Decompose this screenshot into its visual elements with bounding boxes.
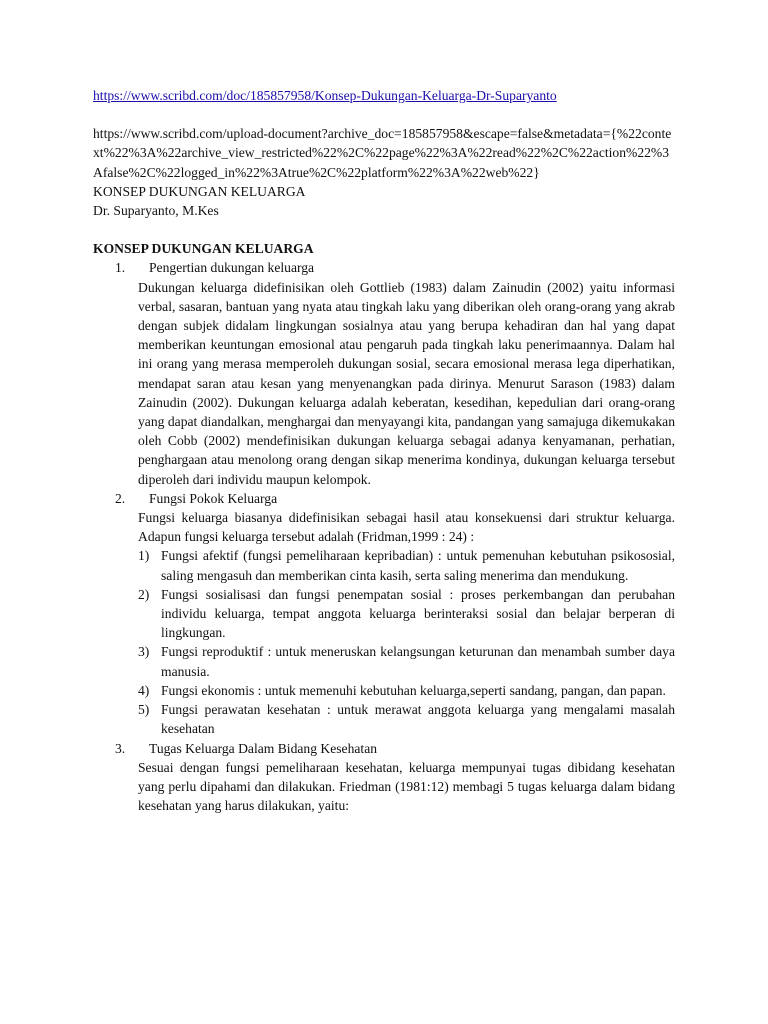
spacer xyxy=(93,105,675,124)
spacer xyxy=(93,220,675,239)
document-content xyxy=(93,86,675,815)
section-3-paragraph: Sesuai dengan fungsi pemeliharaan kesehatan, keluarga mempunyai tugas dibidang kesehatan yang perlu dipahami dan dilakukan. Friedman (1981:12) membagi 5 tugas keluarga dalam bidang kesehatan yang harus dilakukan, yaitu: xyxy=(138,759,675,814)
list-item xyxy=(138,642,675,680)
list-item xyxy=(138,585,675,643)
document-author: Dr. Suparyanto, M.Kes xyxy=(93,203,219,219)
list-item-text: Fungsi sosialisasi dan fungsi penempatan sosial : proses perkembangan dan perubahan individu keluarga, tempat anggota keluarga berinteraksi sosial dan belajar berperan di lingkungan. xyxy=(161,586,675,641)
list-item-number: 4) xyxy=(138,682,150,698)
section-1-paragraph: Dukungan keluarga didefinisikan oleh Gottlieb (1983) dalam Zainudin (2002) yaitu informasi verbal, sasaran, bantuan yang nyata atau tingkah laku yang diberikan oleh orang-orang yang akrab dengan subjek didalam lingkungan sosialnya atau yang berupa kehadiran dan hal yang dapat memberikan keuntungan emosional atau pengaruh pada tingkah laku penerimaannya. Dalam hal ini orang yang merasa memperoleh dukungan sosial, secara emosional merasa lega diperhatikan, mendapat saran atau kesan yang menyenangkan pada dirinya. Menurut Sarason (1983) dalam Zainudin (2002). Dukungan keluarga adalah keberatan, kesedihan, kepedulian dari orang-orang yang dapat diandalkan, menghargai dan menyayangi kita, pandangan yang samajuga dikemukakan oleh Cobb (2002) mendefinisikan dukungan keluarga sebagai adanya kenyamanan, perhatian, penghargaan atau menolong orang dengan sikap menerima kondinya, dukungan keluarga tersebut diperoleh dari individu maupun kelompok. xyxy=(138,279,675,487)
section-number: 1. xyxy=(115,260,126,276)
list-item-text: Fungsi reproduktif : untuk meneruskan kelangsungan keturunan dan menambah sumber daya manusia. xyxy=(161,644,675,679)
section-1-heading xyxy=(93,258,675,277)
section-2-heading xyxy=(93,489,675,508)
section-heading: KONSEP DUKUNGAN KELUARGA xyxy=(93,241,314,257)
list-item-number: 2) xyxy=(138,586,150,602)
list-item xyxy=(138,681,675,700)
section-title: Pengertian dukungan keluarga xyxy=(149,260,315,276)
upload-url-text: https://www.scribd.com/upload-document?archive_doc=185857958&escape=false&metadata={%22context%22%3A%22archive_view_restricted%22%2C%22page%22%3A%22read%22%2C%22action%22%3Afalse%2C%22logged_in%22%3Atrue%2C%22platform%22%3A%22web%22} xyxy=(93,126,672,180)
list-item-text: Fungsi perawatan kesehatan : untuk merawat anggota keluarga yang mengalami masalah kesehatan xyxy=(161,702,675,737)
fungsi-list xyxy=(138,546,675,738)
list-item-number: 3) xyxy=(138,644,150,660)
section-number: 2. xyxy=(115,490,126,506)
list-item xyxy=(138,546,675,584)
list-item xyxy=(138,700,675,738)
section-title: Tugas Keluarga Dalam Bidang Kesehatan xyxy=(149,740,378,756)
section-title: Fungsi Pokok Keluarga xyxy=(149,490,278,506)
scribd-doc-line xyxy=(93,86,675,105)
section-3-heading xyxy=(93,739,675,758)
section-number: 3. xyxy=(115,740,126,756)
list-item-text: Fungsi ekonomis : untuk memenuhi kebutuhan keluarga,seperti sandang, pangan, dan papan. xyxy=(161,682,666,698)
list-item-number: 1) xyxy=(138,548,150,564)
list-item-text: Fungsi afektif (fungsi pemeliharaan kepribadian) : untuk pemenuhan kebutuhan psikososial, saling mengasuh dan memberikan cinta kasih, serta saling menerima dan mendukung. xyxy=(161,548,675,583)
scribd-doc-link[interactable]: https://www.scribd.com/doc/185857958/Konsep-Dukungan-Keluarga-Dr-Suparyanto xyxy=(93,88,557,103)
document-title: KONSEP DUKUNGAN KELUARGA xyxy=(93,183,306,199)
section-2-paragraph: Fungsi keluarga biasanya didefinisikan sebagai hasil atau konsekuensi dari struktur keluarga. Adapun fungsi keluarga tersebut adalah (Fridman,1999 : 24) : xyxy=(138,510,675,545)
list-item-number: 5) xyxy=(138,702,150,718)
